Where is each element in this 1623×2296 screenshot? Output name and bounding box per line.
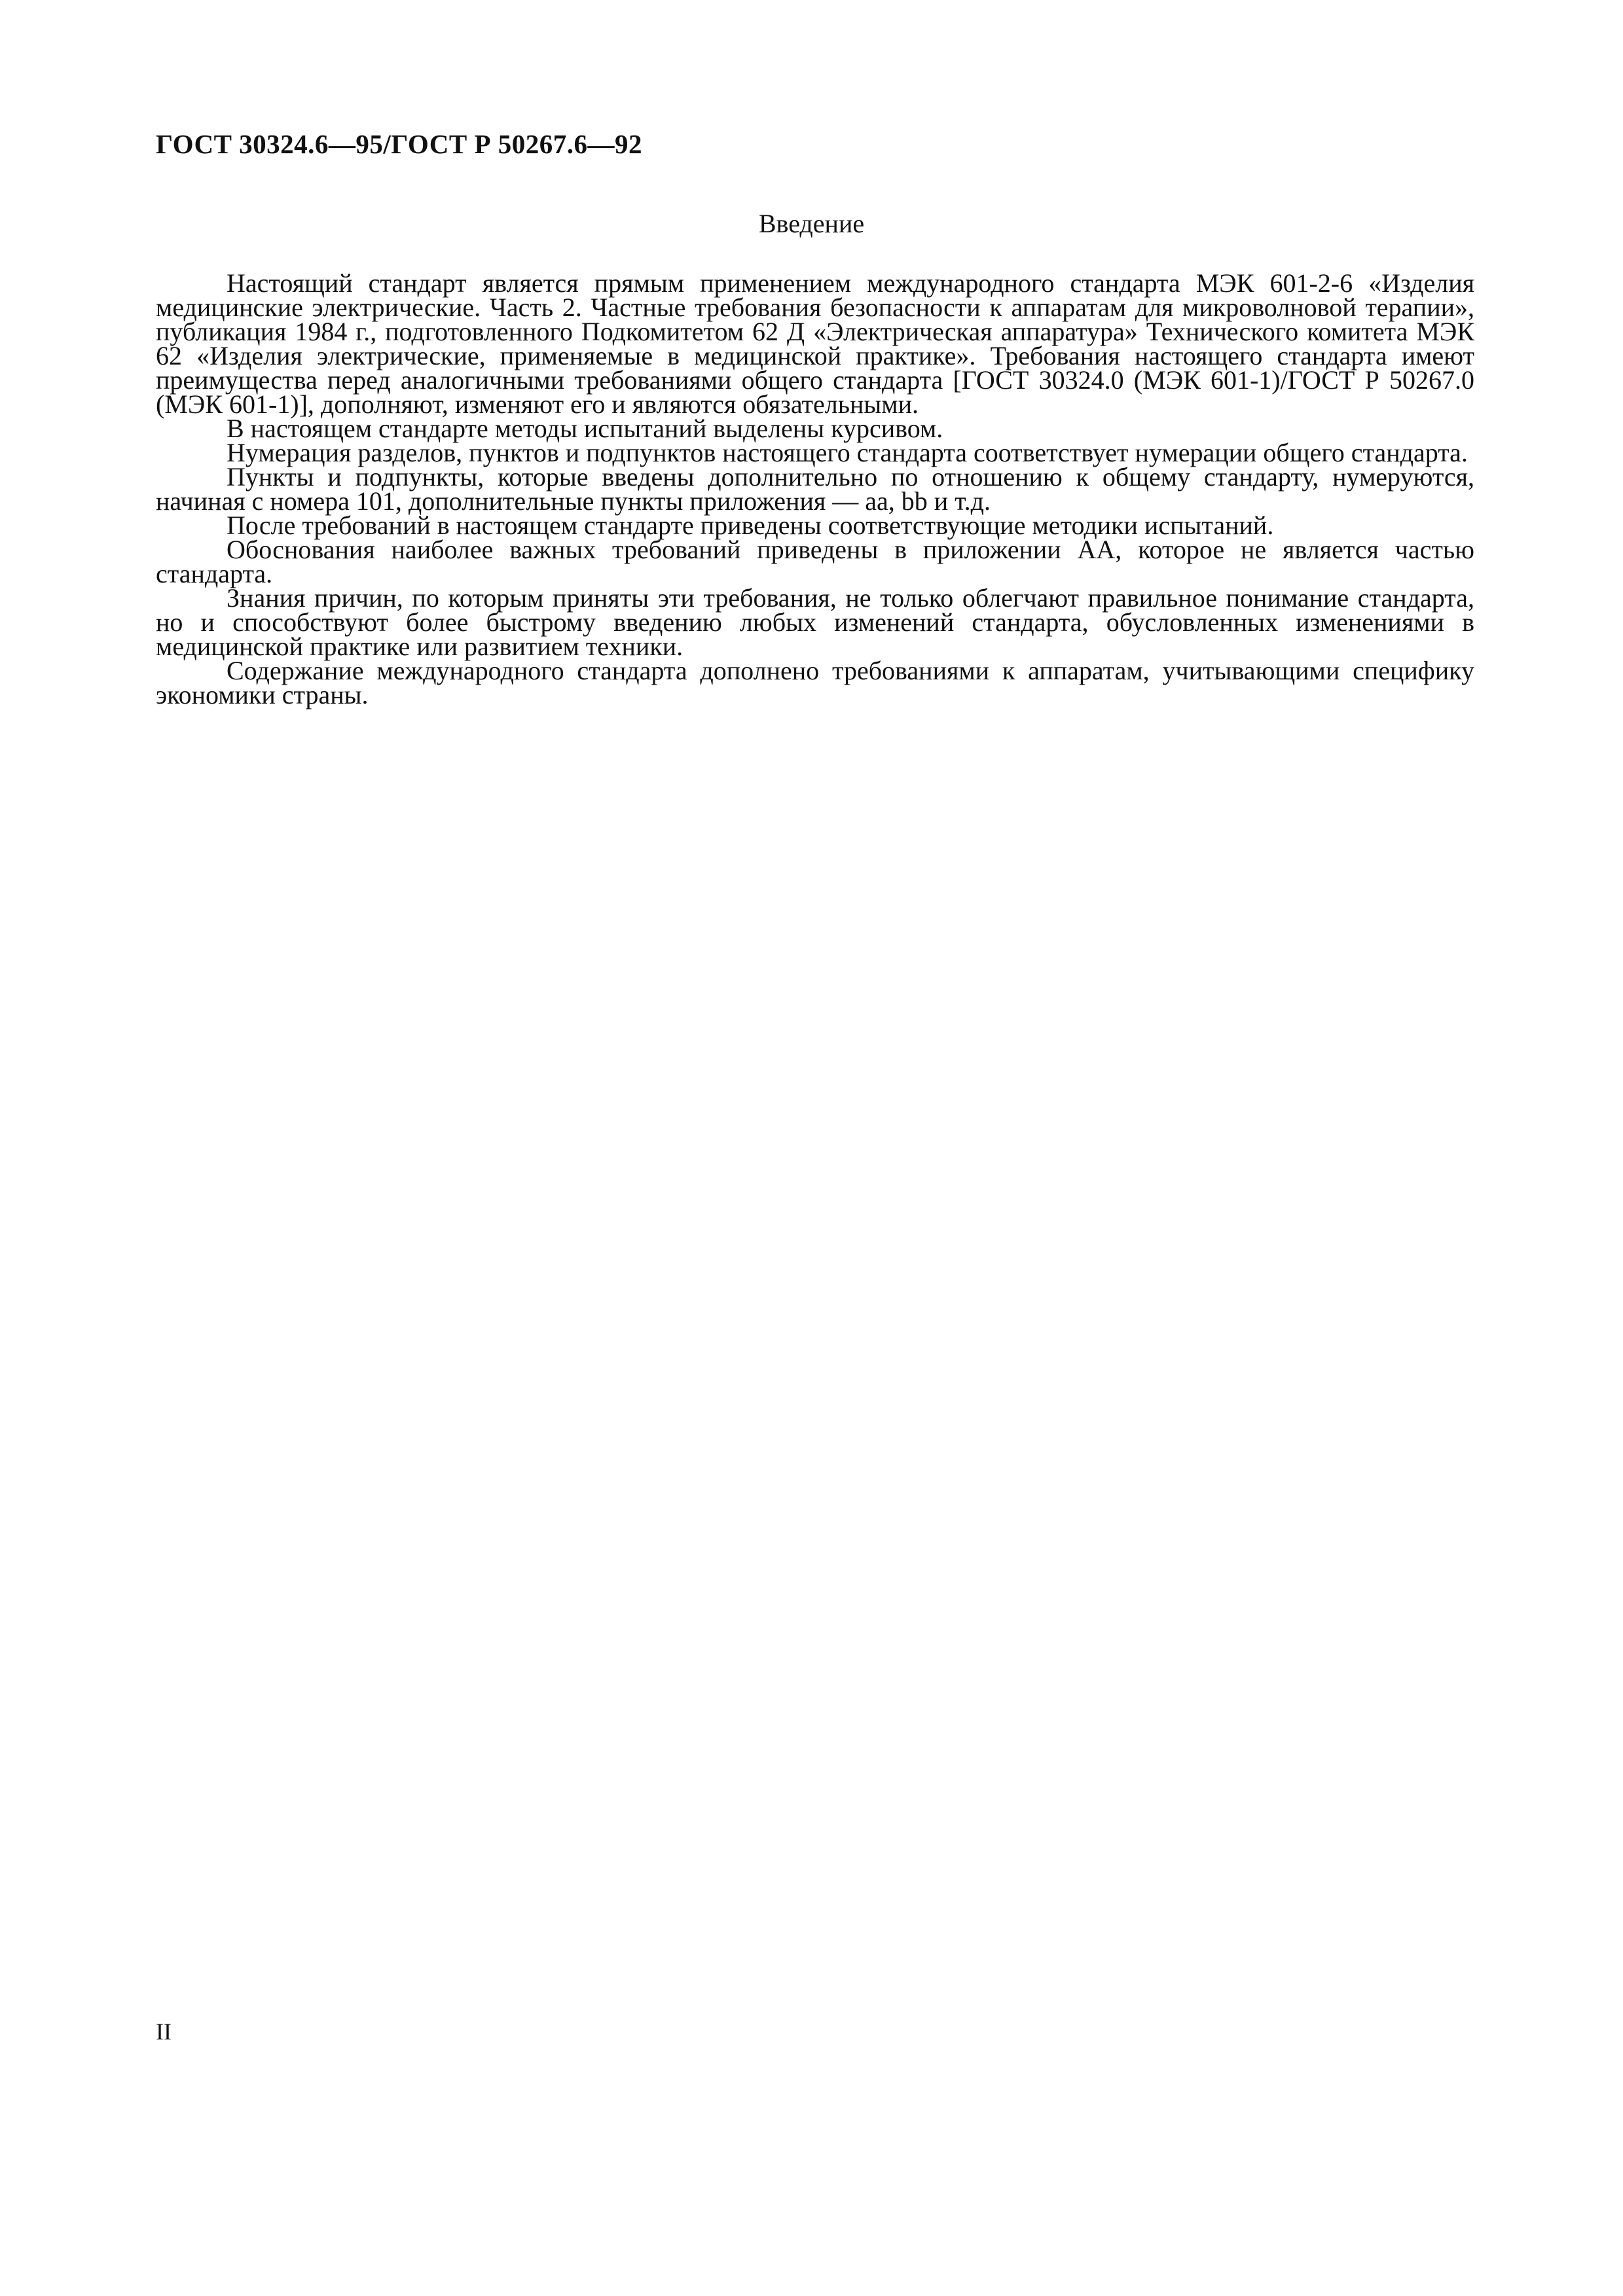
paragraph: Обоснования наиболее важных требований приведены в приложении АА, которое не является частью стандарта. bbox=[156, 535, 1474, 588]
paragraph: Настоящий стандарт является прямым применением международного стандарта МЭК 601-2-6 «Изделия медицинские электрические. Часть 2. Частные требования безопасности к аппаратам для микроволновой терапии», публикация 1984 г., подготовленного Подкомитетом 62 Д «Электрическая аппаратура» Технического комитета МЭК 62 «Изделия электрические, применяемые в медицинской практике». Требования настоящего стандарта имеют преимущества перед аналогичными требованиями общего стандарта [ГОСТ 30324.0 (МЭК 601-1)/ГОСТ Р 50267.0 (МЭК 601-1)], дополняют, изменяют его и являются обязательными. bbox=[156, 268, 1474, 419]
paragraph: После требований в настоящем стандарте приведены соответствующие методики испытаний. bbox=[227, 511, 1274, 540]
document-header: ГОСТ 30324.6—95/ГОСТ Р 50267.6—92 bbox=[156, 129, 643, 159]
page-number: II bbox=[156, 2018, 172, 2045]
section-title: Введение bbox=[758, 209, 865, 238]
paragraph: Пункты и подпункты, которые введены дополнительно по отношению к общему стандарту, нумеруются, начиная с номера 101, дополнительные пункты приложения — аа, bb и т.д. bbox=[156, 462, 1474, 516]
paragraph: В настоящем стандарте методы испытаний выделены курсивом. bbox=[227, 414, 943, 443]
paragraph: Нумерация разделов, пунктов и подпунктов настоящего стандарта соответствует нумерации общего стандарта. bbox=[227, 438, 1468, 467]
body-text bbox=[156, 268, 1474, 709]
paragraph: Знания причин, по которым приняты эти требования, не только облегчают правильное понимание стандарта, но и способствуют более быстрому введению любых изменений стандарта, обусловленных изменениями в медицинской практике или развитием техники. bbox=[156, 583, 1474, 661]
paragraph: Содержание международного стандарта дополнено требованиями к аппаратам, учитывающими специфику экономики страны. bbox=[156, 656, 1474, 709]
